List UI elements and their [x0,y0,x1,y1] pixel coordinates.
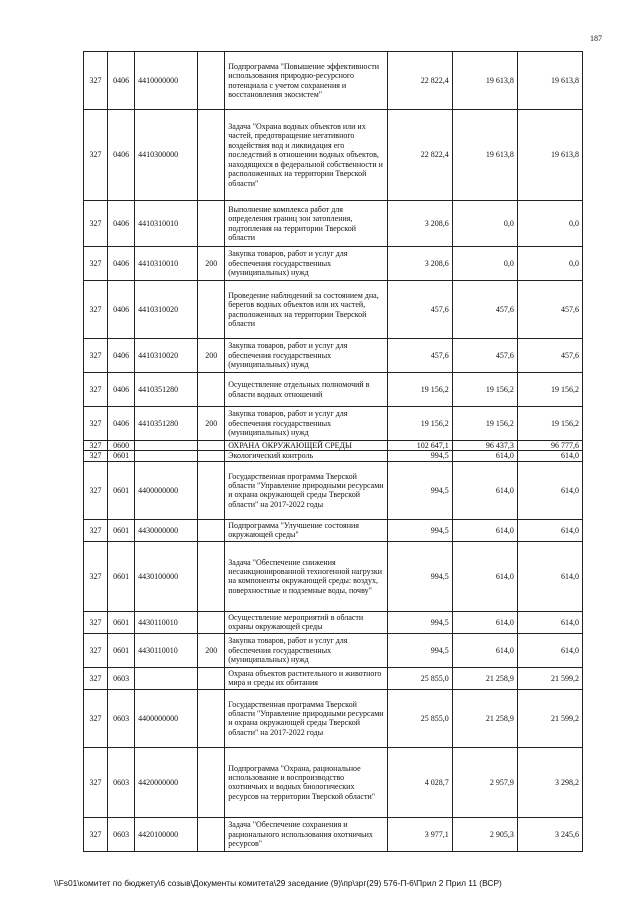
column-target-article: 4430100000 [135,541,198,611]
column-razdel: 0406 [108,247,135,281]
column-grbs: 327 [84,247,108,281]
table-row [84,817,583,851]
column-expense-type: 200 [198,633,225,667]
column-name: Подпрограмма "Повышение эффективности использования природно-ресурсного потенциала с учетом сохранения и восстановления экосистем" [225,52,387,110]
column-expense-type [198,441,225,451]
table-row [84,611,583,633]
column-sum-year-3: 614,0 [517,451,582,461]
column-name: Задача "Обеспечение сохранения и рационального использования охотничьих ресурсов" [225,817,387,851]
table-row [84,519,583,541]
column-grbs: 327 [84,110,108,201]
column-expense-type [198,451,225,461]
column-name: Закупка товаров, работ и услуг для обеспечения государственных (муниципальных) нужд [225,339,387,373]
column-razdel: 0603 [108,689,135,747]
column-target-article: 4420000000 [135,747,198,817]
column-razdel: 0601 [108,633,135,667]
column-expense-type: 200 [198,247,225,281]
table-row [84,541,583,611]
column-sum-year-1: 3 208,6 [387,247,452,281]
column-sum-year-1: 19 156,2 [387,407,452,441]
column-expense-type: 200 [198,407,225,441]
column-sum-year-3: 21 599,2 [517,689,582,747]
table-body [84,52,583,852]
column-name: ОХРАНА ОКРУЖАЮЩЕЙ СРЕДЫ [225,441,387,451]
column-expense-type [198,689,225,747]
column-razdel: 0406 [108,201,135,247]
column-grbs: 327 [84,441,108,451]
table-row [84,461,583,519]
column-sum-year-2: 457,6 [452,339,517,373]
column-expense-type [198,541,225,611]
column-sum-year-1: 994,5 [387,541,452,611]
column-razdel: 0600 [108,441,135,451]
column-sum-year-3: 0,0 [517,201,582,247]
column-razdel: 0603 [108,667,135,689]
column-name: Закупка товаров, работ и услуг для обеспечения государственных (муниципальных) нужд [225,633,387,667]
table-row [84,339,583,373]
column-razdel: 0406 [108,52,135,110]
column-name: Подпрограмма "Улучшение состояния окружающей среды" [225,519,387,541]
column-grbs: 327 [84,339,108,373]
column-expense-type [198,519,225,541]
column-sum-year-3: 19 613,8 [517,52,582,110]
column-sum-year-2: 614,0 [452,451,517,461]
column-sum-year-1: 457,6 [387,339,452,373]
column-sum-year-1: 25 855,0 [387,667,452,689]
column-sum-year-1: 3 208,6 [387,201,452,247]
column-sum-year-1: 457,6 [387,281,452,339]
column-razdel: 0406 [108,407,135,441]
column-name: Закупка товаров, работ и услуг для обеспечения государственных (муниципальных) нужд [225,407,387,441]
column-target-article: 4410310010 [135,247,198,281]
table-row [84,633,583,667]
column-razdel: 0601 [108,461,135,519]
column-sum-year-2: 614,0 [452,611,517,633]
column-sum-year-1: 22 822,4 [387,110,452,201]
column-expense-type [198,817,225,851]
column-sum-year-2: 21 258,9 [452,689,517,747]
column-sum-year-2: 19 613,8 [452,52,517,110]
column-sum-year-1: 4 028,7 [387,747,452,817]
column-sum-year-2: 19 156,2 [452,373,517,407]
column-razdel: 0406 [108,339,135,373]
column-target-article: 4400000000 [135,689,198,747]
column-expense-type [198,201,225,247]
column-grbs: 327 [84,633,108,667]
column-sum-year-1: 994,5 [387,611,452,633]
column-target-article: 4410310020 [135,281,198,339]
column-sum-year-2: 614,0 [452,541,517,611]
column-expense-type [198,52,225,110]
column-sum-year-1: 102 647,1 [387,441,452,451]
table-row [84,407,583,441]
column-target-article: 4430000000 [135,519,198,541]
column-expense-type [198,667,225,689]
column-sum-year-3: 96 777,6 [517,441,582,451]
column-sum-year-1: 994,5 [387,519,452,541]
column-razdel: 0406 [108,281,135,339]
column-name: Экологический контроль [225,451,387,461]
column-grbs: 327 [84,407,108,441]
column-target-article [135,451,198,461]
column-sum-year-1: 994,5 [387,461,452,519]
column-name: Подпрограмма "Охрана, рациональное использование и воспроизводство охотничьих и водных биологических ресурсов на территории Тверской области" [225,747,387,817]
column-sum-year-2: 19 613,8 [452,110,517,201]
column-sum-year-3: 614,0 [517,611,582,633]
budget-table [83,51,583,852]
column-target-article: 4410310010 [135,201,198,247]
column-target-article: 4400000000 [135,461,198,519]
column-sum-year-1: 25 855,0 [387,689,452,747]
column-grbs: 327 [84,281,108,339]
column-sum-year-2: 96 437,3 [452,441,517,451]
column-razdel: 0601 [108,519,135,541]
column-razdel: 0603 [108,817,135,851]
table-row [84,373,583,407]
column-sum-year-3: 3 245,6 [517,817,582,851]
table-row [84,110,583,201]
column-grbs: 327 [84,451,108,461]
column-grbs: 327 [84,667,108,689]
column-sum-year-3: 614,0 [517,541,582,611]
column-razdel: 0406 [108,373,135,407]
column-sum-year-3: 457,6 [517,281,582,339]
column-sum-year-2: 2 957,9 [452,747,517,817]
column-sum-year-3: 21 599,2 [517,667,582,689]
column-grbs: 327 [84,689,108,747]
column-target-article: 4410300000 [135,110,198,201]
column-grbs: 327 [84,461,108,519]
column-name: Закупка товаров, работ и услуг для обеспечения государственных (муниципальных) нужд [225,247,387,281]
column-name: Осуществление отдельных полномочий в области водных отношений [225,373,387,407]
column-sum-year-2: 2 905,3 [452,817,517,851]
column-sum-year-2: 614,0 [452,633,517,667]
column-sum-year-3: 0,0 [517,247,582,281]
column-name: Задача "Обеспечение снижения несанкционированной техногенной нагрузки на компоненты окружающей среды: воздух, поверхностные и подземные воды, почву" [225,541,387,611]
column-expense-type [198,461,225,519]
column-sum-year-1: 994,5 [387,633,452,667]
column-expense-type: 200 [198,339,225,373]
column-sum-year-3: 614,0 [517,633,582,667]
column-grbs: 327 [84,201,108,247]
table-row [84,441,583,451]
column-name: Охрана объектов растительного и животного мира и среды их обитания [225,667,387,689]
table-row [84,747,583,817]
column-sum-year-2: 0,0 [452,247,517,281]
column-target-article: 4420100000 [135,817,198,851]
column-sum-year-3: 19 156,2 [517,373,582,407]
column-grbs: 327 [84,373,108,407]
column-sum-year-2: 614,0 [452,519,517,541]
column-sum-year-3: 457,6 [517,339,582,373]
column-grbs: 327 [84,52,108,110]
column-razdel: 0603 [108,747,135,817]
column-razdel: 0601 [108,451,135,461]
table-row [84,667,583,689]
column-sum-year-2: 457,6 [452,281,517,339]
column-sum-year-1: 22 822,4 [387,52,452,110]
column-sum-year-2: 21 258,9 [452,667,517,689]
column-target-article: 4410310020 [135,339,198,373]
column-sum-year-3: 3 298,2 [517,747,582,817]
column-sum-year-3: 19 613,8 [517,110,582,201]
page-number: 187 [590,34,602,43]
column-razdel: 0406 [108,110,135,201]
column-sum-year-1: 3 977,1 [387,817,452,851]
footer-file-path: \\Fs01\комитет по бюджету\6 созыв\Документы комитета\29 заседание (9)\пр\зрг(29) 576-П-6\Прил 2 Прил 11 (ВСР) [54,878,502,888]
column-sum-year-3: 614,0 [517,519,582,541]
table-row [84,247,583,281]
column-razdel: 0601 [108,541,135,611]
column-name: Выполнение комплекса работ для определения границ зон затопления, подтопления на территории Тверской области [225,201,387,247]
column-sum-year-3: 19 156,2 [517,407,582,441]
column-razdel: 0601 [108,611,135,633]
column-target-article: 4430110010 [135,633,198,667]
column-grbs: 327 [84,519,108,541]
column-sum-year-2: 614,0 [452,461,517,519]
column-expense-type [198,373,225,407]
column-name: Государственная программа Тверской области "Управление природными ресурсами и охрана окружающей среды Тверской области" на 2017-2022 годы [225,689,387,747]
column-sum-year-1: 994,5 [387,451,452,461]
column-expense-type [198,611,225,633]
table-row [84,451,583,461]
column-expense-type [198,281,225,339]
column-expense-type [198,110,225,201]
column-target-article [135,667,198,689]
column-target-article [135,441,198,451]
column-sum-year-3: 614,0 [517,461,582,519]
column-target-article: 4410351280 [135,373,198,407]
column-target-article: 4410000000 [135,52,198,110]
table-row [84,201,583,247]
table-row [84,52,583,110]
column-name: Проведение наблюдений за состоянием дна, берегов водных объектов или их частей, расположенных на территории Тверской области [225,281,387,339]
table-row [84,689,583,747]
column-target-article: 4430110010 [135,611,198,633]
column-sum-year-1: 19 156,2 [387,373,452,407]
column-name: Задача "Охрана водных объектов или их частей, предотвращение негативного воздействия вод и ликвидация его последствий в отношении водных объектов, находящихся в федеральной собственности и расположенных на территории Тверской области" [225,110,387,201]
column-sum-year-2: 19 156,2 [452,407,517,441]
column-grbs: 327 [84,611,108,633]
column-grbs: 327 [84,541,108,611]
column-name: Осуществление мероприятий в области охраны окружающей среды [225,611,387,633]
column-sum-year-2: 0,0 [452,201,517,247]
table-row [84,281,583,339]
column-grbs: 327 [84,817,108,851]
column-name: Государственная программа Тверской области "Управление природными ресурсами и охрана окружающей среды Тверской области" на 2017-2022 годы [225,461,387,519]
column-grbs: 327 [84,747,108,817]
column-target-article: 4410351280 [135,407,198,441]
column-expense-type [198,747,225,817]
